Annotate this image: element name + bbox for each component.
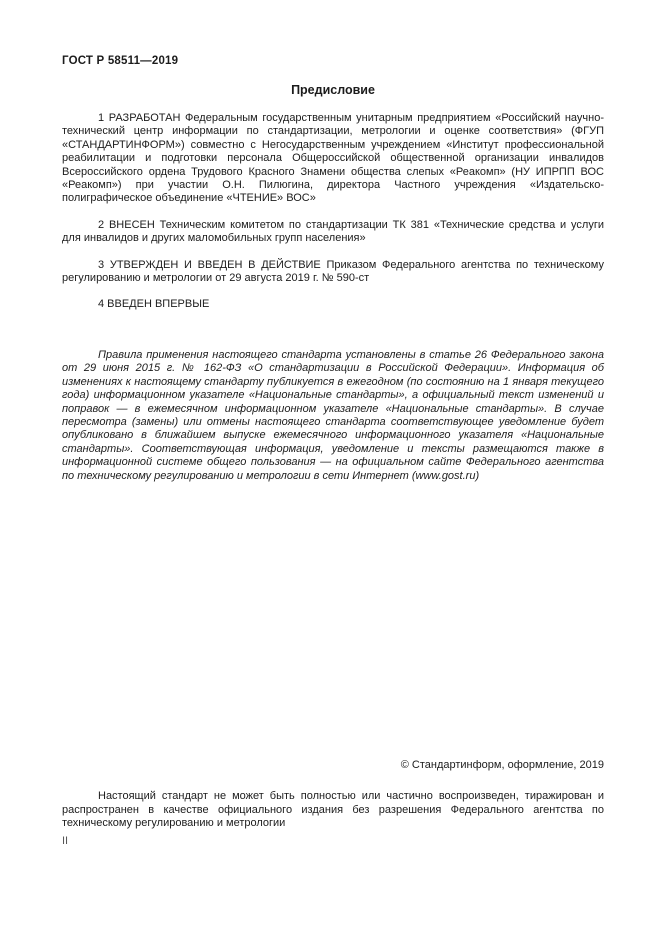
application-rules-note: Правила применения настоящего стандарта установлены в статье 26 Федерального закона от 29 июня 2015 г. № 162-ФЗ «О стандартизации в Российской Федерации». Информация об изменениях к настоящему стандарту публикуется в ежегодном (по состоянию на 1 января текущего года) информационном указателе «Национальные стандарты», а официальный текст изменений и поправок — в ежемесячном информационном указателе «Национальные стандарты». В случае пересмотра (замены) или отмены настоящего стандарта соответствующее уведомление будет опубликовано в ближайшем выпуске ежемесячного информационного указателя «Национальные стандарты». Соответствующая информация, уведомление и тексты размещаются также в информационной системе общего пользования — на официальном сайте Федерального агентства по техническому регулированию и метрологии в сети Интернет (www.gost.ru)	[62, 348, 604, 482]
paragraph-developed: 1 РАЗРАБОТАН Федеральным государственным унитарным предприятием «Российский научно-технический центр информации по стандартизации, метрологии и оценке соответствия» (ФГУП «СТАНДАРТИНФОРМ») совместно с Негосударственным учреждением «Институт профессиональной реабилитации и подготовки персонала Общероссийской общественной организации инвалидов Всероссийского ордена Трудового Красного Знамени общества слепых «Реакомп» (НУ ИПРПП ВОС «Реакомп») при участии О.Н. Пилюгина, директора Частного учреждения «Издательско-полиграфическое объединение «ЧТЕНИЕ» ВОС»	[62, 112, 604, 205]
copyright-notice: © Стандартинформ, оформление, 2019	[400, 758, 604, 771]
paragraph-approved: 3 УТВЕРЖДЕН И ВВЕДЕН В ДЕЙСТВИЕ Приказом Федерального агентства по техническому регулированию и метрологии от 29 августа 2019 г. № 590-ст	[62, 258, 604, 285]
page-title: Предисловие	[291, 83, 375, 97]
page-number: II	[62, 834, 69, 847]
reproduction-restriction-note: Настоящий стандарт не может быть полностью или частично воспроизведен, тиражирован и распространен в качестве официального издания без разрешения Федерального агентства по техническому регулированию и метрологии	[62, 790, 604, 830]
standard-designation: ГОСТ Р 58511—2019	[62, 55, 179, 67]
paragraph-introduced: 4 ВВЕДЕН ВПЕРВЫЕ	[98, 298, 210, 311]
paragraph-submitted: 2 ВНЕСЕН Техническим комитетом по стандартизации ТК 381 «Технические средства и услуги для инвалидов и других маломобильных групп населения»	[62, 218, 604, 245]
